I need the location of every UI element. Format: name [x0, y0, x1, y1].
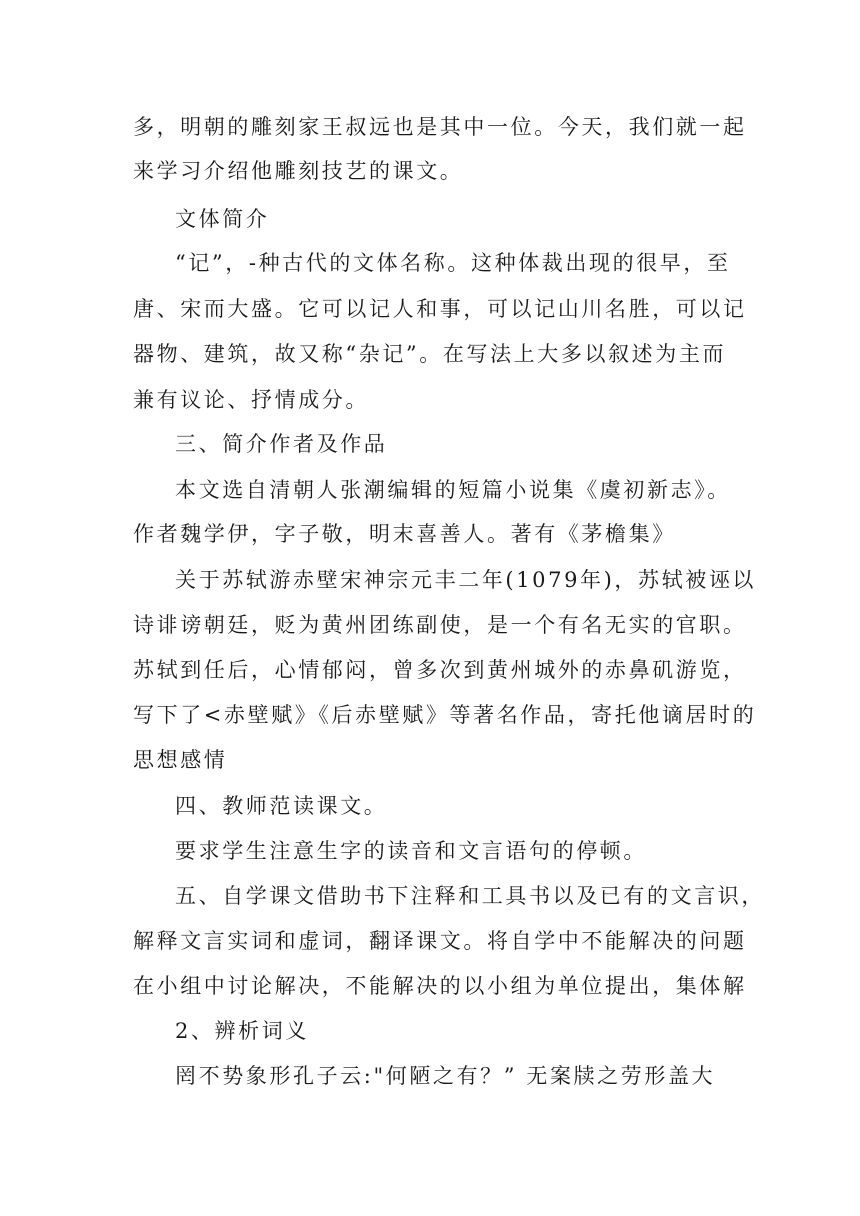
text-line: 写下了<赤壁赋》《后赤壁赋》等著名作品，寄托他谪居时的 [133, 703, 757, 727]
text-line: 罔不势象形孔子云:"何陋之有？” 无案牍之劳形盖大 [175, 1064, 716, 1088]
text-line: 解释文言实词和虚词，翻译课文。将自学中不能解决的问题 [133, 929, 747, 953]
section-heading: 四、教师范读课文。 [175, 794, 388, 818]
text-line: 兼有议论、抒情成分。 [133, 388, 369, 412]
text-line: “记”，-种古代的文体名称。这种体裁出现的很早，至 [175, 251, 731, 275]
text-line: 关于苏轼游赤壁宋神宗元丰二年(1079年)，苏轼被诬以 [175, 568, 757, 592]
section-heading: 2、辨析词义 [175, 1019, 309, 1043]
text-line: 来学习介绍他雕刻技艺的课文。 [133, 159, 464, 183]
text-line: 在小组中讨论解决，不能解决的以小组为单位提出，集体解 [133, 974, 747, 998]
section-heading: 文体简介 [175, 207, 270, 231]
text-line: 唐、宋而大盛。它可以记人和事，可以记山川名胜，可以记 [133, 297, 747, 321]
text-line: 多，明朝的雕刻家王叔远也是其中一位。今天，我们就一起 [133, 115, 747, 139]
text-line: 器物、建筑，故又称“杂记”。在写法上大多以叙述为主而 [133, 342, 727, 366]
section-heading: 三、简介作者及作品 [175, 432, 388, 456]
text-line: 苏轼到任后，心情郁闷，曾多次到黄州城外的赤鼻矶游览， [133, 658, 747, 682]
text-line: 诗诽谤朝廷，贬为黄州团练副使，是一个有名无实的官职。 [133, 613, 747, 637]
text-line: 作者魏学伊，字子敬，明末喜善人。著有《茅檐集》 [133, 522, 676, 546]
text-line: 思想感情 [133, 748, 228, 772]
section-heading: 五、自学课文借助书下注释和工具书以及已有的文言识， [175, 884, 765, 908]
text-line: 要求学生注意生字的读音和文言语句的停顿。 [175, 839, 647, 863]
text-line: 本文选自清朝人张潮编辑的短篇小说集《虞初新志》。 [175, 478, 731, 502]
